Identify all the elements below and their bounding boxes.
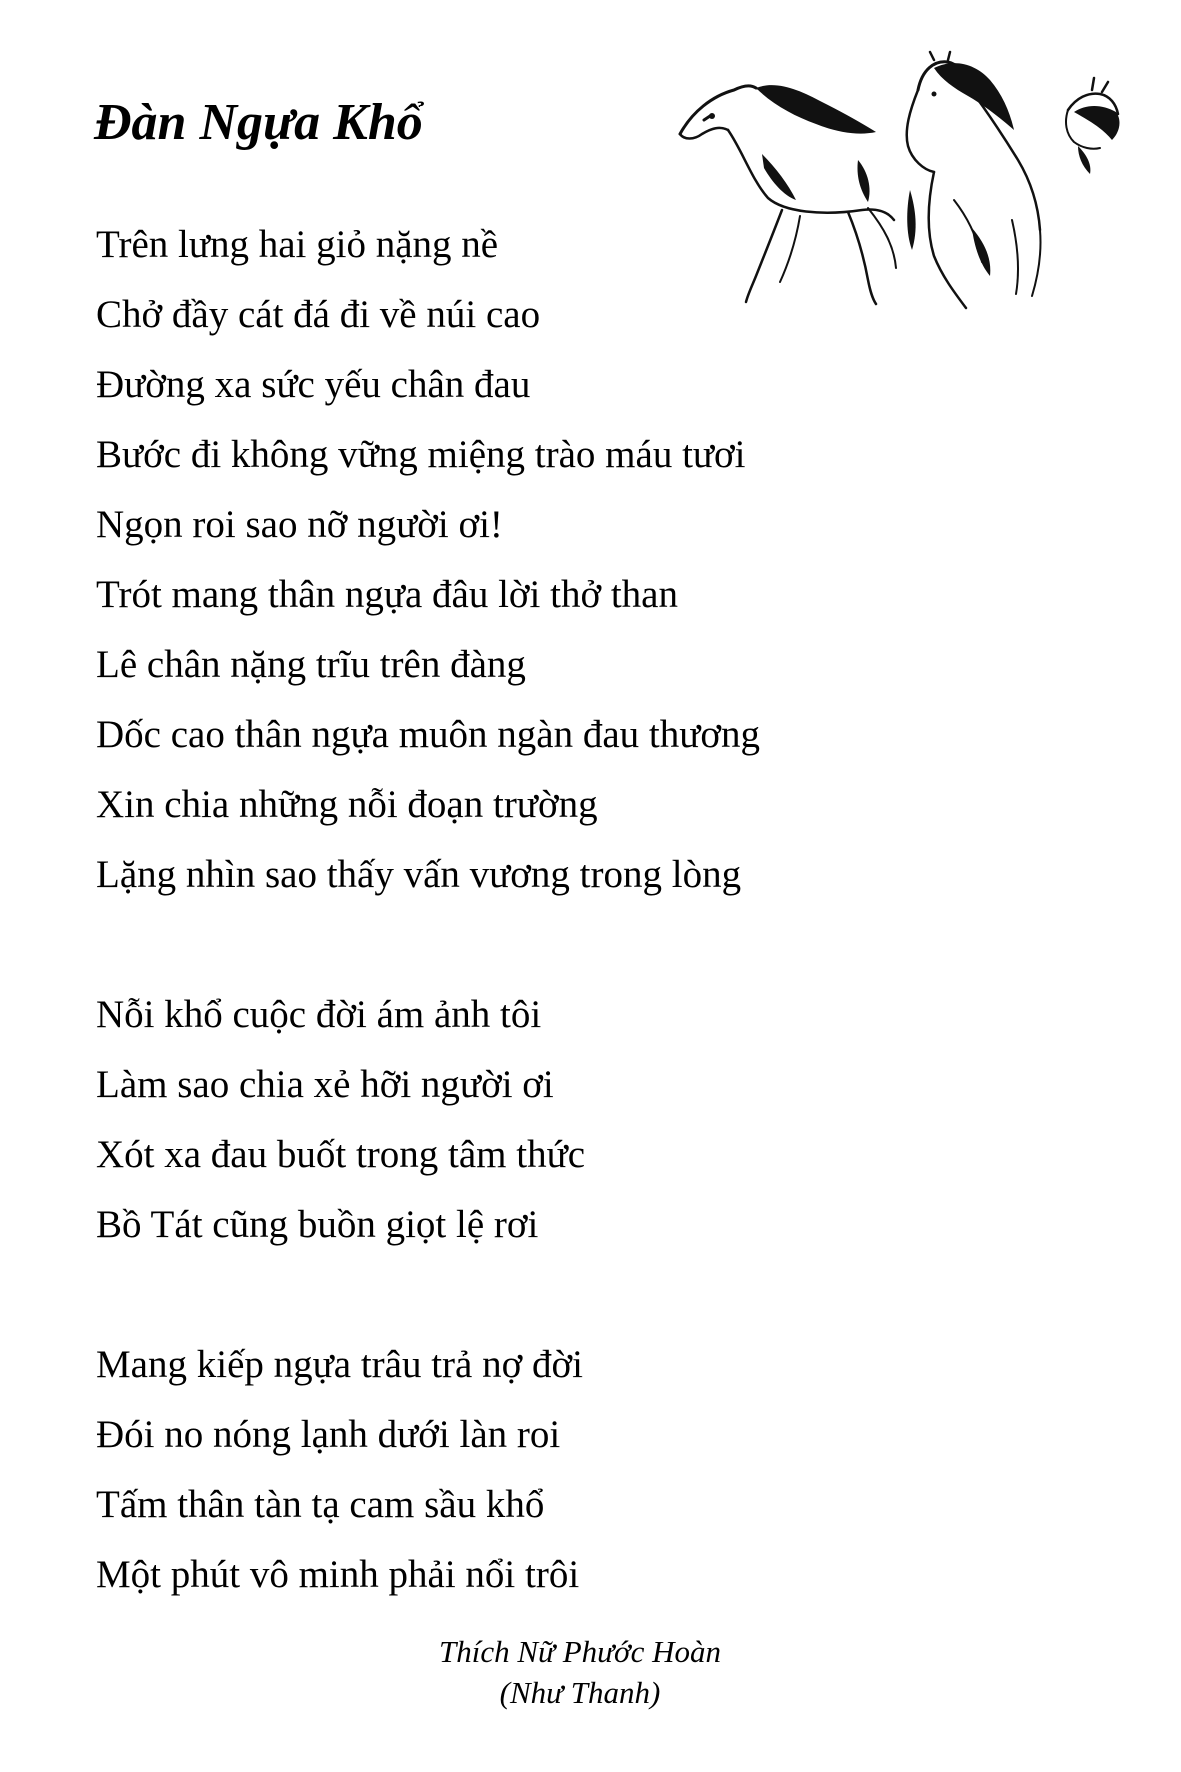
poem-line: Trót mang thân ngựa đâu lời thở than <box>96 573 678 616</box>
poem-line: Chở đầy cát đá đi về núi cao <box>96 293 541 336</box>
poem-line: Nỗi khổ cuộc đời ám ảnh tôi <box>96 993 542 1036</box>
poem-line: Làm sao chia xẻ hỡi người ơi <box>96 1063 554 1106</box>
poem-line: Ngọn roi sao nỡ người ơi! <box>96 503 503 546</box>
poem-line: Đói no nóng lạnh dưới làn roi <box>96 1413 561 1456</box>
poem-line: Xót xa đau buốt trong tâm thức <box>96 1133 586 1176</box>
poem-line: Lê chân nặng trĩu trên đàng <box>96 643 526 686</box>
author-pen-name: (Như Thanh) <box>499 1675 661 1710</box>
poem-line: Mang kiếp ngựa trâu trả nợ đời <box>96 1343 583 1386</box>
poem-line: Một phút vô minh phải nổi trôi <box>96 1553 580 1596</box>
stanza-3 <box>96 1330 583 1610</box>
poem-line: Lặng nhìn sao thấy vấn vương trong lòng <box>96 853 742 896</box>
poem-line: Bồ Tát cũng buồn giọt lệ rơi <box>96 1203 539 1246</box>
stanza-2 <box>96 980 585 1260</box>
poem-line: Đường xa sức yếu chân đau <box>96 363 531 406</box>
poem-line: Dốc cao thân ngựa muôn ngàn đau thương <box>96 713 760 756</box>
poem-line: Bước đi không vững miệng trào máu tươi <box>96 433 746 476</box>
poem-line: Tấm thân tàn tạ cam sầu khổ <box>96 1483 545 1526</box>
poem-title: Đàn Ngựa Khổ <box>94 94 423 151</box>
stanza-1 <box>96 210 760 910</box>
poem-line: Trên lưng hai giỏ nặng nề <box>96 223 499 266</box>
author-name: Thích Nữ Phước Hoàn <box>439 1634 721 1669</box>
poem-line: Xin chia những nỗi đoạn trường <box>96 783 598 826</box>
